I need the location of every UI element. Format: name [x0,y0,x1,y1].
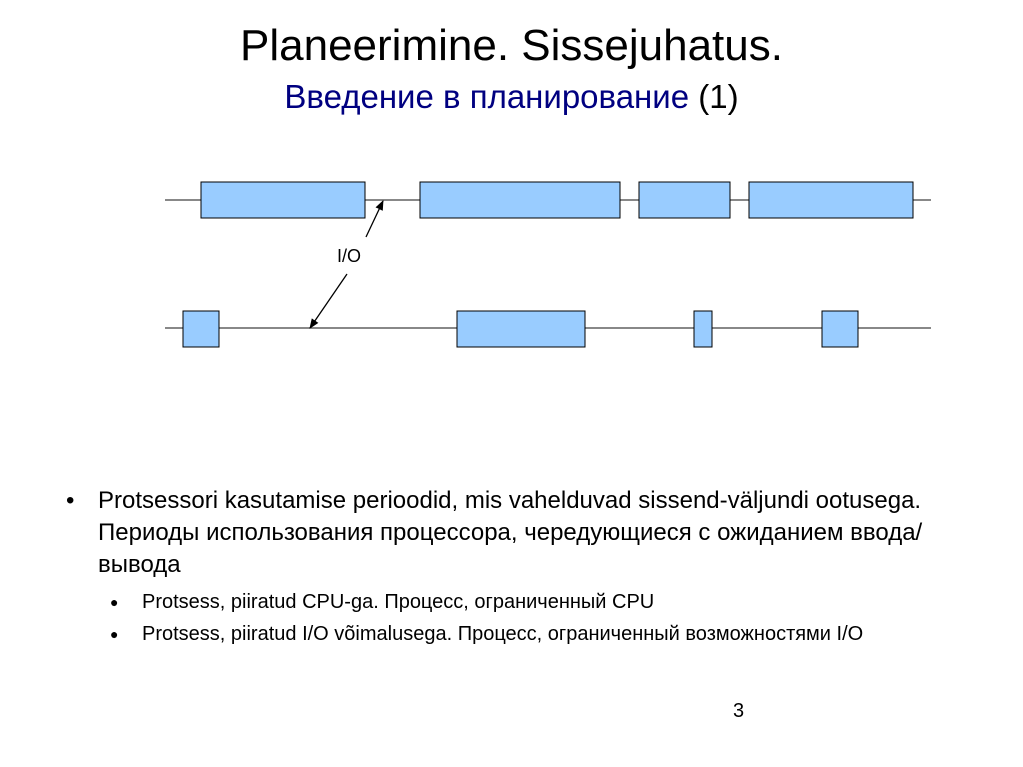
io-label: I/O [337,246,362,266]
cpu-burst [457,311,585,347]
sub-bullet-text: Protsess, piiratud CPU-ga. Процесс, ограниченный CPU [142,591,655,613]
io-bound-timeline [165,311,931,347]
cpu-burst [420,182,620,218]
sub-bullet-item [64,621,944,647]
slide-subtitle-number: (1) [698,78,739,115]
bullet-text: Protsessori kasutamise perioodid, mis vahelduvad sissend-väljundi ootusega. Периоды использования процессора, чередующиеся с ожиданием ввода/вывода [98,487,923,578]
io-arrow-down [310,274,347,328]
bullet-item [64,485,944,581]
bullet-dot: ● [110,626,119,642]
cpu-burst [822,311,858,347]
page-number: 3 [733,700,745,722]
cpu-burst [201,182,365,218]
slide-subtitle-russian: Введение в планирование [284,78,690,115]
bullet-list [64,485,944,647]
cpu-burst [639,182,730,218]
sub-bullet-text: Protsess, piiratud I/O võimalusega. Процесс, ограниченный возможностями I/O [142,623,864,645]
bullet-dot: ● [110,594,119,610]
sub-bullet-item [64,589,944,615]
slide-title: Planeerimine. Sissejuhatus. [240,21,783,70]
cpu-bound-timeline [165,182,931,218]
io-arrow-up [366,201,383,237]
cpu-burst [749,182,913,218]
cpu-burst [694,311,712,347]
cpu-burst [183,311,219,347]
bullet-dot: • [66,487,75,514]
